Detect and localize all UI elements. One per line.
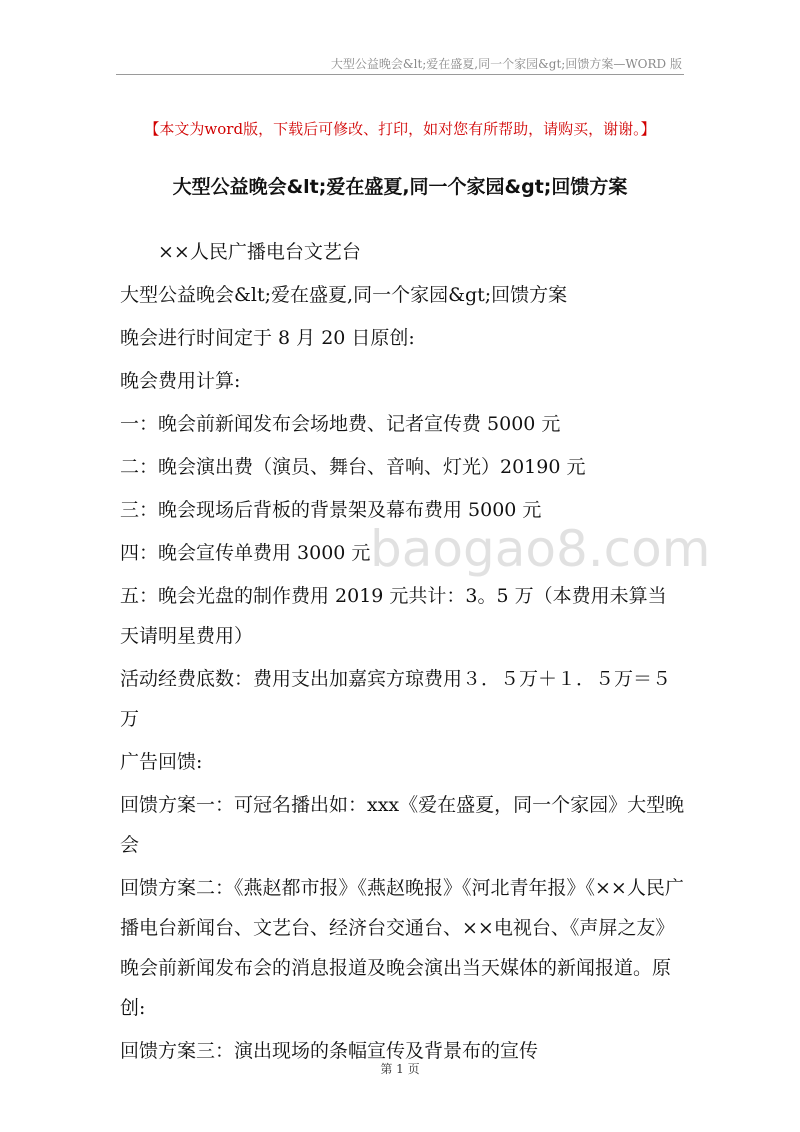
paragraph: 活动经费底数：费用支出加嘉宾方琼费用３．５万＋１．５万＝５万 bbox=[120, 668, 672, 730]
paragraph: 四：晚会宣传单费用 3000 元 bbox=[120, 542, 371, 564]
download-notice: 【本文为word版，下载后可修改、打印，如对您有所帮助，请购买，谢谢。】 bbox=[144, 120, 656, 138]
paragraph: 晚会费用计算: bbox=[120, 370, 241, 392]
paragraph: 回馈方案一：可冠名播出如：xxx《爱在盛夏，同一个家园》大型晚会 bbox=[120, 794, 685, 856]
paragraph: 广告回馈: bbox=[120, 751, 203, 773]
paragraph: 五：晚会光盘的制作费用 2019 元共计：3。5 万（本费用未算当天请明星费用） bbox=[120, 585, 667, 647]
page-number: 第 1 页 bbox=[380, 1062, 420, 1076]
watermark: baogao8.com bbox=[370, 520, 711, 578]
paragraph: 二：晚会演出费（演员、舞台、音响、灯光）20190 元 bbox=[120, 456, 586, 478]
paragraph: 回馈方案三：演出现场的条幅宣传及背景布的宣传 bbox=[120, 1040, 539, 1062]
paragraph: 大型公益晚会&lt;爱在盛夏,同一个家园&gt;回馈方案 bbox=[120, 284, 568, 306]
paragraph: 一：晚会前新闻发布会场地费、记者宣传费 5000 元 bbox=[120, 413, 561, 435]
header-divider bbox=[116, 74, 684, 75]
running-header: 大型公益晚会&lt;爱在盛夏,同一个家园&gt;回馈方案—WORD 版 bbox=[330, 57, 682, 71]
paragraph: 回馈方案二：《燕赵都市报》《燕赵晚报》《河北青年报》《××人民广播电台新闻台、文艺台、经济台交通台、××电视台、《声屏之友》晚会前新闻发布会的消息报道及晚会演出当天媒体的新闻报道。原创: bbox=[120, 877, 684, 1019]
paragraph: 晚会进行时间定于 8 月 20 日原创: bbox=[120, 327, 415, 349]
document-body bbox=[120, 232, 685, 1074]
paragraph-organizer: ××人民广播电台文艺台 bbox=[158, 241, 361, 263]
document-title: 大型公益晚会&lt;爱在盛夏,同一个家园&gt;回馈方案 bbox=[172, 176, 628, 198]
paragraph: 三：晚会现场后背板的背景架及幕布费用 5000 元 bbox=[120, 499, 542, 521]
